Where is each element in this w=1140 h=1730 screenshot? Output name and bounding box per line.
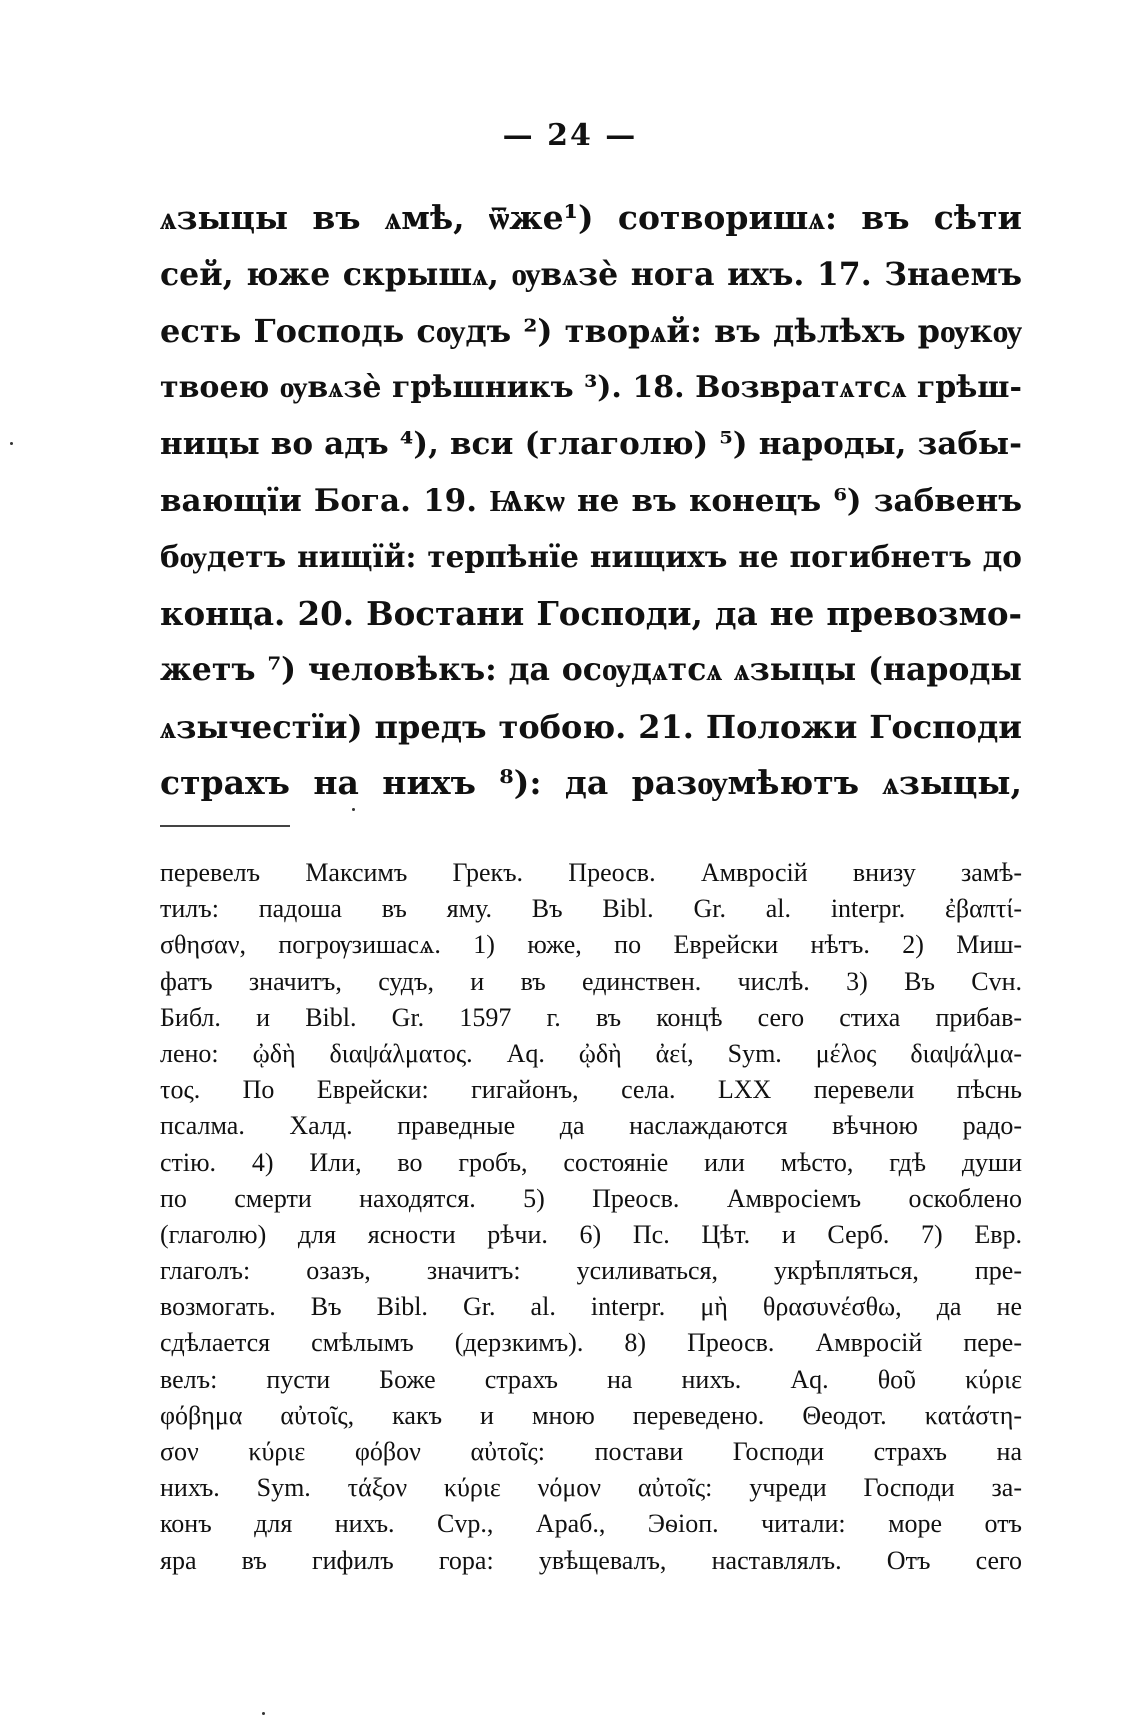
footnote-line: нихъ. Sym. τάξον κύριε νόμον αὐτοῖς: учреди Господи за- (160, 1473, 1022, 1503)
scan-speck (10, 442, 13, 445)
footnote-divider (160, 825, 290, 827)
footnote-line: сдѣлается смѣлымъ (дерзкимъ). 8) Преосв. Амвросій пере- (160, 1328, 1022, 1358)
footnote-line: конъ для нихъ. Сvр., Араб., Эѳіоп. читали: море отъ (160, 1509, 1022, 1539)
footnote-line: тилъ: падоша въ яму. Въ Bibl. Gr. al. interpr. ἐβαπτί- (160, 894, 1022, 924)
church-slavonic-text (160, 190, 1022, 812)
footnote-line: Библ. и Bibl. Gr. 1597 г. въ концѣ сего стиха прибав- (160, 1002, 1022, 1032)
footnote-line: τος. По Еврейски: гигайонъ, села. LXX перевели пѣснь (160, 1075, 1022, 1105)
footnote-line: фатъ значитъ, судъ, и въ единствен. числѣ. 3) Въ Сvн. (160, 966, 1022, 996)
text-line: вающїи Бога. 19. Ѩкѡ не въ конецъ ⁶) забвенъ (160, 482, 1022, 519)
footnote-line: псалма. Халд. праведные да наслаждаются вѣчною радо- (160, 1111, 1022, 1141)
text-line: конца. 20. Востани Господи, да не превозмо- (160, 593, 1022, 633)
footnote-line: σον κύριε φόβον αὐτοῖς: постави Господи страхъ на (160, 1437, 1022, 1466)
footnote-line: стію. 4) Или, во гробъ, состояніе или мѣсто, гдѣ души (160, 1147, 1022, 1177)
text-line: страхъ на нихъ ⁸): да разѹмѣютъ ѧзыцы, (160, 763, 1022, 802)
footnote-line: яра въ гифилъ гора: увѣщевалъ, наставлялъ. Отъ сего (160, 1545, 1022, 1575)
page-number: — 24 — (502, 118, 638, 153)
scan-speck (262, 1712, 265, 1715)
footnote-line: возмогать. Въ Bibl. Gr. al. interpr. μὴ θρασυνέσθω, да не (160, 1292, 1022, 1322)
scan-speck (352, 808, 355, 811)
footnote-line: (глаголю) для ясности рѣчи. 6) Пс. Цѣт. и Серб. 7) Евр. (160, 1219, 1022, 1249)
footnote-line: велъ: пусти Боже страхъ на нихъ. Aq. θοῦ κύριε (160, 1364, 1022, 1394)
footnote-line: по смерти находятся. 5) Преосв. Амвросіемъ оскоблено (160, 1183, 1022, 1213)
text-line: ѧзычестїи) предъ тобою. 21. Положи Господи (160, 707, 1022, 746)
footnote-line: σθησαν, погрѹзишасѧ. 1) юже, по Еврейски нѣтъ. 2) Миш- (160, 930, 1022, 960)
footnotes (160, 855, 1022, 1579)
footnote-line: глаголъ: озазъ, значитъ: усиливаться, укрѣпляться, пре- (160, 1256, 1022, 1286)
text-line: есть Господь сѹдъ ²) творѧй: въ дѣлѣхъ рѹкѹ (160, 312, 1022, 350)
text-line: жетъ ⁷) человѣкъ: да осѹдѧтсѧ ѧзыцы (народы (160, 651, 1022, 688)
footnote-line: перевелъ Максимъ Грекъ. Преосв. Амвросій внизу замѣ- (160, 858, 1022, 887)
text-line: ѧзыцы въ ѧмѣ, ѿже¹) сотворишѧ: въ сѣти (160, 198, 1022, 237)
text-line: твоею ѹвѧзѐ грѣшникъ ³). 18. Возвратѧтсѧ грѣш- (160, 369, 1022, 405)
text-line: ницы во адъ ⁴), вси (глаголю) ⁵) народы, забы- (160, 426, 1022, 462)
footnote-line: лено: ᾠδὴ διαψάλματος. Aq. ᾠδὴ ἀεί, Sym. μέλος διαψάλμα- (160, 1038, 1022, 1068)
text-line: бѹдетъ нищїй: терпѣнїе нищихъ не погибнетъ до (160, 539, 1022, 574)
footnote-line: φόβημα αὐτοῖς, какъ и мною переведено. Θеодот. κατάστη- (160, 1400, 1022, 1430)
text-line: сей, юже скрышѧ, ѹвѧзѐ нога ихъ. 17. Знаемъ (160, 255, 1022, 293)
